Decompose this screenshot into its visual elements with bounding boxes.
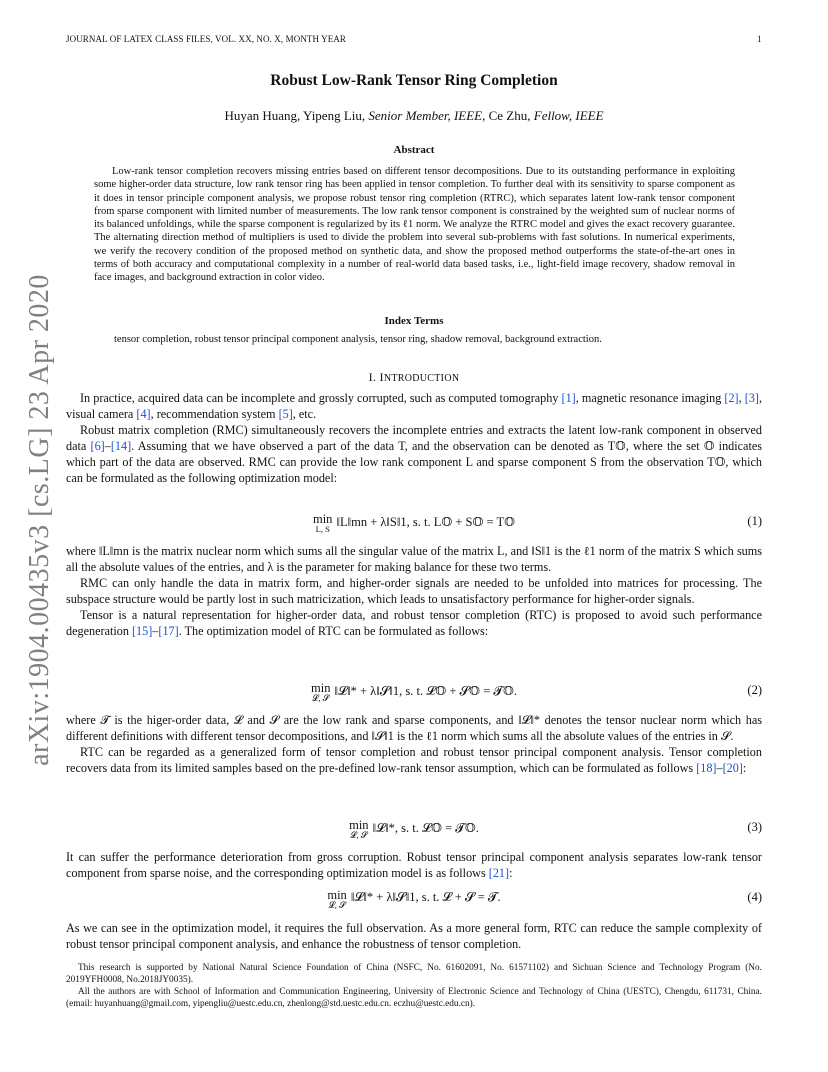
paragraph-9: As we can see in the optimization model, it requires the full observation. As a more general form, RTC can reduce the sample complexity of robust tensor principal component analysis, and enhance the robustness of tensor completion.	[66, 921, 762, 951]
footnote-funding: This research is supported by National Natural Science Foundation of China (NSFC, No. 61602091, No. 61571102) and Sichuan Science and Technology Program (No. 2019YFH0008, No.2018JY0035).	[66, 963, 762, 985]
equation-expression	[66, 514, 762, 534]
equation-number: (3)	[747, 820, 762, 834]
text-span: It can suffer the performance deterioration from gross corruption. Robust tensor principal component analysis separates low-rank tensor component from sparse noise, and the corresponding optimization model is as follows	[66, 850, 762, 880]
index-terms-text: tensor completion, robust tensor principal component analysis, tensor ring, shadow removal, background extraction.	[114, 334, 602, 345]
citation-link[interactable]: [6]	[90, 439, 105, 453]
intro-block-2	[66, 543, 762, 639]
author-role-2: Fellow, IEEE	[533, 108, 604, 123]
intro-block-3	[66, 712, 762, 776]
min-label: min	[312, 512, 333, 526]
section-number: I.	[368, 370, 377, 384]
citation-link[interactable]: [20]	[722, 761, 743, 775]
index-terms-heading: Index Terms	[384, 315, 444, 327]
text-span: –	[104, 439, 111, 453]
equation-body: ‖𝓛‖*, s. t. 𝓛𝕆 = 𝓣𝕆.	[372, 821, 479, 835]
paragraph-4: RMC can only handle the data in matrix form, and higher-order signals are needed to be unfolded into matrices for processing. The subspace structure would be partly lost in such matricization, which leads to unsatisfactory performance for higher-order signals.	[66, 576, 762, 606]
citation-link[interactable]: [4]	[136, 407, 151, 421]
equation-expression	[66, 890, 762, 910]
text-span: , magnetic resonance imaging	[575, 391, 725, 405]
text-span: RTC can be regarded as a generalized form of tensor completion and robust tensor principal component analysis. Tensor completion recovers data from its limited samples based on the pre-defined low-rank tensor assumption, which can be formulated as follows	[66, 745, 762, 775]
min-label: min	[327, 888, 347, 902]
text-span: –	[152, 624, 159, 638]
text-span: :	[742, 761, 747, 775]
equation-body: ‖𝓛‖* + λ‖𝓢‖1, s. t. 𝓛 + 𝓢 = 𝓣.	[350, 890, 501, 904]
min-label: min	[349, 818, 369, 832]
text-span: , recommendation system	[150, 407, 279, 421]
author-role-1: Senior Member, IEEE	[368, 108, 483, 123]
text-span: :	[509, 866, 513, 880]
text-span: –	[716, 761, 723, 775]
page-number: 1	[757, 34, 762, 44]
min-subscript: 𝓛, 𝓢	[328, 900, 346, 910]
equation-body: ‖𝓛‖* + λ‖𝓢‖1, s. t. 𝓛𝕆 + 𝓢𝕆 = 𝓣𝕆.	[334, 684, 517, 698]
citation-link[interactable]: [17]	[158, 624, 179, 638]
text-span: ,	[738, 391, 745, 405]
equation-expression	[66, 820, 762, 840]
arxiv-stamp: arXiv:1904.00435v3 [cs.LG] 23 Apr 2020	[24, 274, 55, 766]
min-operator	[311, 683, 330, 703]
citation-link[interactable]: [5]	[278, 407, 293, 421]
text-span: , visual camera	[66, 391, 763, 421]
paragraph-1	[66, 390, 762, 422]
text-span: . The optimization model of RTC can be formulated as follows:	[178, 624, 489, 638]
equation-number: (1)	[747, 514, 762, 528]
intro-block-5	[66, 920, 762, 952]
running-header: JOURNAL OF LATEX CLASS FILES, VOL. XX, NO. X, MONTH YEAR	[66, 34, 347, 44]
section-heading-introduction	[0, 370, 828, 385]
min-operator	[313, 514, 332, 534]
citation-link[interactable]: [14]	[110, 439, 132, 453]
authors-part-1: Huyan Huang, Yipeng Liu,	[224, 108, 366, 123]
citation-link[interactable]: [15]	[131, 624, 153, 638]
equation-body: ‖L‖mn + λ‖S‖1, s. t. L𝕆 + S𝕆 = T𝕆	[336, 515, 515, 529]
paragraph-6: where 𝓣 is the higer-order data, 𝓛 and 𝓢 are the low rank and sparse components, and ‖𝓛‖* denotes the tensor nuclear norm which has different definitions with different tensor decompositions, and ‖𝓢‖1 is the ℓ1 norm which sums all the absolute values of the entries in 𝓢.	[66, 713, 762, 743]
intro-block-1	[66, 390, 762, 486]
section-title-initial: I	[379, 370, 384, 384]
abstract-text: Low-rank tensor completion recovers missing entries based on different tensor decompositions. Due to its outstanding performance in exploiting some higher-order data structure, low rank tensor ring has been applied in tensor completion. To further deal with its sensitivity to sparse component as it does in tensor principle component analysis, we propose robust tensor ring completion (RTRC), which separates latent low-rank tensor component from sparse component with limited number of measurements. The low rank tensor component is constrained by the weighted sum of nuclear norms of its balanced unfoldings, while the sparse component is regularized by its ℓ1 norm. We analyze the RTRC model and gives the exact recovery guarantee. The alternating direction method of multipliers is used to divide the problem into several sub-problems with fast solutions. In numerical experiments, we verify the recovery condition of the proposed method on synthetic data, and show the proposed method outperforms the state-of-the-art ones in terms of both accuracy and computational complexity in a number of real-world data based tasks, i.e., light-field image recovery, shadow removal in face images, and background extraction in color video.	[94, 166, 735, 284]
paragraph-7	[66, 744, 762, 776]
citation-link[interactable]: [3]	[744, 391, 759, 405]
min-subscript: 𝓛, 𝓢	[350, 830, 368, 840]
text-span: Tensor is a natural representation for higher-order data, and robust tensor completion (RTC) is proposed to avoid such performance degeneration	[66, 608, 762, 638]
citation-link[interactable]: [1]	[561, 391, 576, 405]
paragraph-3: where ‖L‖mn is the matrix nuclear norm which sums all the singular value of the matrix L, and ‖S‖1 is the ℓ1 norm of the matrix S which sums all the absolute values of the entries, and λ is the parameter for making balance for these two terms.	[66, 544, 762, 574]
citation-link[interactable]: [21]	[488, 866, 510, 880]
intro-block-4	[66, 849, 762, 881]
min-operator	[349, 820, 368, 840]
equation-expression	[66, 683, 762, 703]
equation-number: (2)	[747, 683, 762, 697]
paragraph-5	[66, 607, 762, 639]
section-title-rest: NTRODUCTION	[383, 373, 460, 384]
paragraph-8	[66, 849, 762, 881]
text-span: Robust matrix completion (RMC) simultaneously recovers the incomplete entries and extracts the latent low-rank component in observed data	[66, 423, 762, 453]
abstract-heading: Abstract	[393, 144, 435, 156]
footnotes	[66, 962, 762, 1010]
author-line	[0, 108, 828, 124]
paper-title: Robust Low-Rank Tensor Ring Completion	[270, 72, 558, 89]
min-subscript: L, S	[315, 524, 330, 534]
citation-link[interactable]: [2]	[724, 391, 739, 405]
footnote-affiliation: All the authors are with School of Information and Communication Engineering, University of Electronic Science and Technology of China (UESTC), Chengdu, 611731, China. (email: huyanhuang@gmail.com, yipengliu@uestc.edu.cn, zhenlong@std.uestc.edu.cn. eczhu@uestc.edu.cn).	[66, 987, 762, 1009]
paragraph-2	[66, 422, 762, 486]
min-operator	[327, 890, 346, 910]
equation-number: (4)	[747, 890, 762, 904]
min-subscript: 𝓛, 𝓢	[312, 693, 330, 703]
citation-link[interactable]: [18]	[696, 761, 717, 775]
min-label: min	[311, 681, 331, 695]
authors-part-2: , Ce Zhu,	[482, 108, 531, 123]
text-span: . Assuming that we have observed a part of the data T, and the observation can be denoted as T𝕆, where the set 𝕆 indicates which part of the data are observed. RMC can provide the low rank component L and sparse component S from the observation T𝕆, which can be formulated as the following optimization model:	[66, 439, 762, 485]
text-span: In practice, acquired data can be incomplete and grossly corrupted, such as computed tomography	[80, 391, 562, 405]
text-span: , etc.	[292, 407, 317, 421]
